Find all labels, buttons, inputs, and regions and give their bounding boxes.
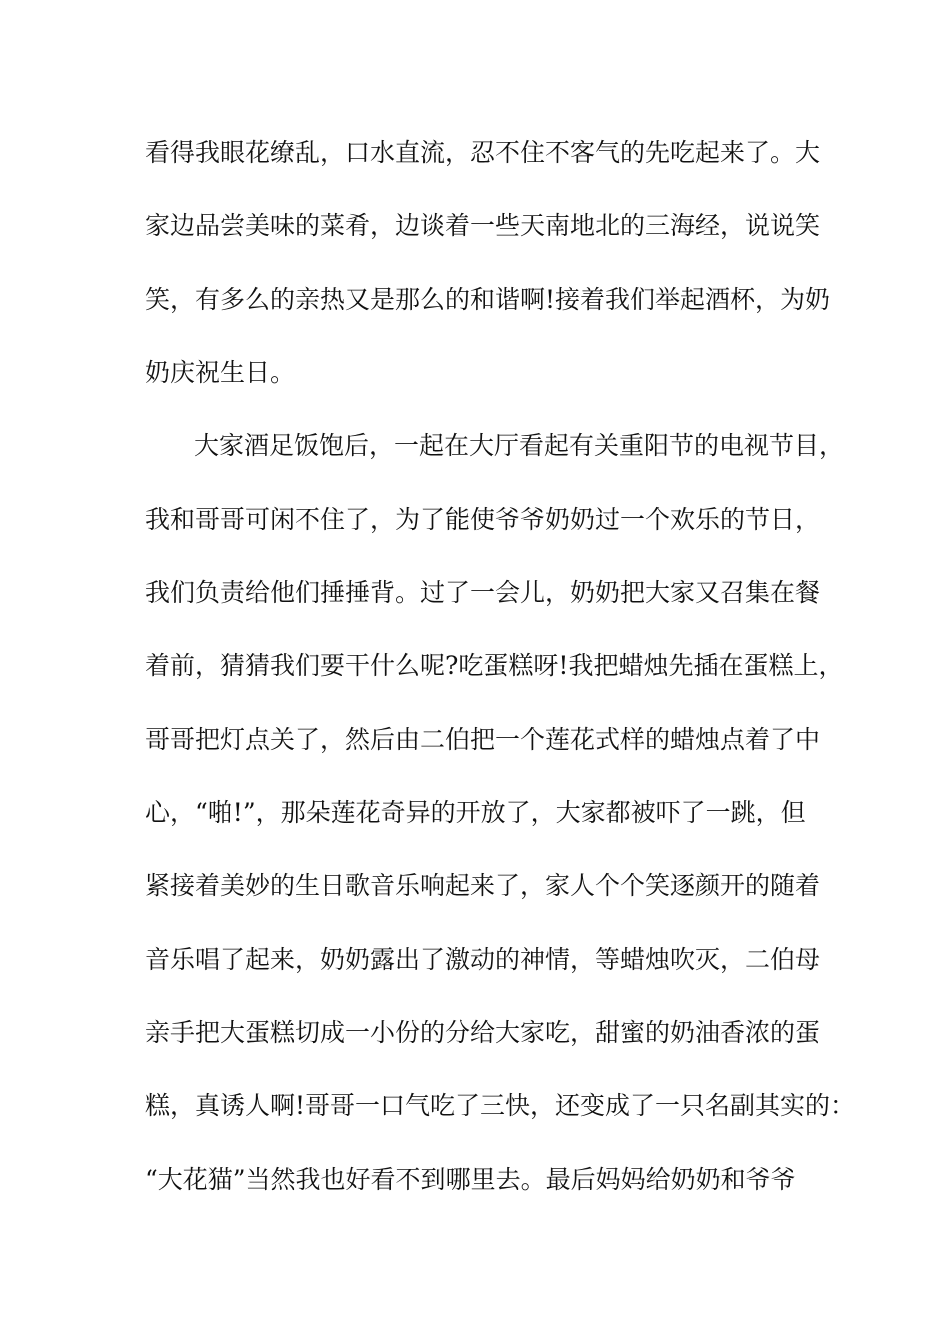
paragraph-2-line-10: 糕，真诱人啊!哥哥一口气吃了三快，还变成了一只名副其实的：: [145, 1091, 856, 1120]
paragraph-2-line-7: 紧接着美妙的生日歌音乐响起来了，家人个个笑逐颜开的随着: [145, 871, 821, 900]
paragraph-2-line-8: 音乐唱了起来，奶奶露出了激动的神情，等蜡烛吹灭，二伯母: [145, 945, 821, 974]
paragraph-2-line-4: 着前，猜猜我们要干什么呢?吃蛋糕呀!我把蜡烛先插在蛋糕上，: [145, 651, 844, 680]
paragraph-1-line-3: 笑，有多么的亲热又是那么的和谐啊!接着我们举起酒杯，为奶: [145, 285, 831, 314]
paragraph-2-line-1: 大家酒足饭饱后，一起在大厅看起有关重阳节的电视节目，: [194, 431, 845, 460]
paragraph-2-line-6: 心，“啪!”，那朵莲花奇异的开放了，大家都被吓了一跳，但: [145, 798, 806, 827]
paragraph-2-line-3: 我们负责给他们捶捶背。过了一会儿，奶奶把大家又召集在餐: [145, 578, 821, 607]
paragraph-1-line-1: 看得我眼花缭乱，口水直流，忍不住不客气的先吃起来了。大: [145, 138, 821, 167]
paragraph-1-line-2: 家边品尝美味的菜肴，边谈着一些天南地北的三海经，说说笑: [145, 211, 821, 240]
paragraph-2-line-11: “大花猫”当然我也好看不到哪里去。最后妈妈给奶奶和爷爷: [145, 1165, 796, 1194]
paragraph-1-line-4: 奶庆祝生日。: [145, 358, 296, 387]
paragraph-2-line-5: 哥哥把灯点关了，然后由二伯把一个莲花式样的蜡烛点着了中: [145, 725, 821, 754]
paragraph-2-line-2: 我和哥哥可闲不住了，为了能使爷爷奶奶过一个欢乐的节日，: [145, 505, 821, 534]
paragraph-2-line-9: 亲手把大蛋糕切成一小份的分给大家吃，甜蜜的奶油香浓的蛋: [145, 1018, 821, 1047]
